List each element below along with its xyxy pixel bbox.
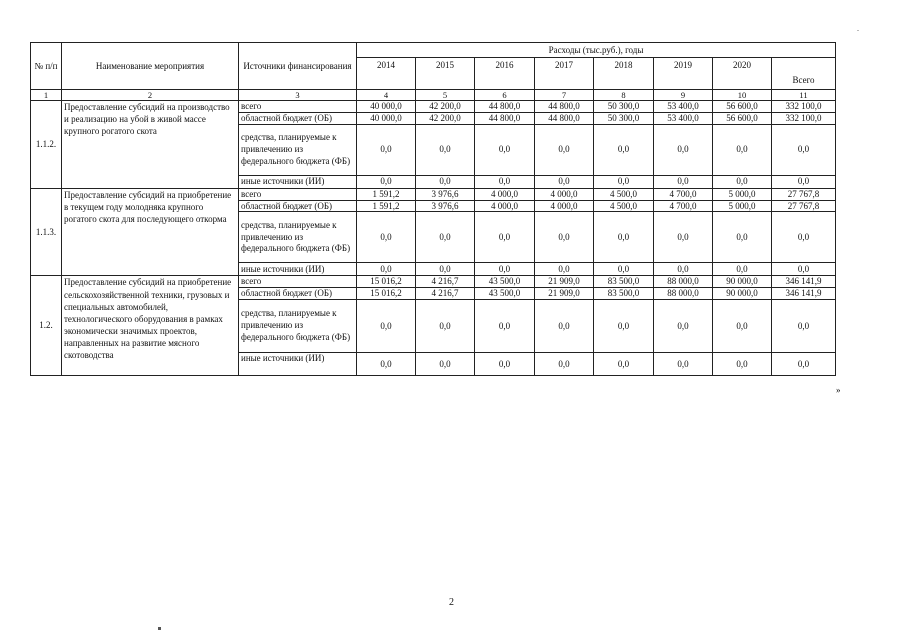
col-index: 9 xyxy=(654,90,713,101)
value-cell: 4 500,0 xyxy=(594,188,654,200)
source-label: областной бюджет (ОБ) xyxy=(239,112,357,124)
total-cell: 332 100,0 xyxy=(772,112,836,124)
header-expenses: Расходы (тыс.руб.), годы xyxy=(357,43,836,58)
table-row xyxy=(31,276,836,288)
value-cell: 40 000,0 xyxy=(357,101,416,113)
col-index: 11 xyxy=(772,90,836,101)
col-index: 8 xyxy=(594,90,654,101)
value-cell: 15 016,2 xyxy=(357,288,416,300)
value-cell: 0,0 xyxy=(416,175,475,188)
value-cell: 21 909,0 xyxy=(535,288,594,300)
measure-name: Предоставление субсидий на производство и реализацию на убой в живой массе крупного рогатого скота xyxy=(62,101,239,189)
value-cell: 0,0 xyxy=(357,299,416,352)
source-label: областной бюджет (ОБ) xyxy=(239,288,357,300)
value-cell: 83 500,0 xyxy=(594,288,654,300)
value-cell: 4 000,0 xyxy=(475,200,535,212)
value-cell: 0,0 xyxy=(713,212,772,263)
value-cell: 1 591,2 xyxy=(357,188,416,200)
value-cell: 5 000,0 xyxy=(713,188,772,200)
value-cell: 0,0 xyxy=(654,124,713,175)
col-index: 1 xyxy=(31,90,62,101)
source-label: всего xyxy=(239,276,357,288)
value-cell: 0,0 xyxy=(654,212,713,263)
total-cell: 0,0 xyxy=(772,263,836,276)
source-label: иные источники (ИИ) xyxy=(239,352,357,375)
value-cell: 50 300,0 xyxy=(594,101,654,113)
value-cell: 44 800,0 xyxy=(475,112,535,124)
header-year-2016: 2016 xyxy=(475,58,535,90)
total-cell: 0,0 xyxy=(772,212,836,263)
value-cell: 4 216,7 xyxy=(416,276,475,288)
value-cell: 0,0 xyxy=(416,263,475,276)
value-cell: 44 800,0 xyxy=(475,101,535,113)
value-cell: 21 909,0 xyxy=(535,276,594,288)
measure-name: Предоставление субсидий на приобретение сельскохозяйственной техники, грузовых и специальных автомобилей, технологического оборудования в рамках экономически значимых проектов, направленных на развитие мясного скотоводства xyxy=(62,276,239,376)
section-number: 1.2. xyxy=(31,276,62,376)
source-label: средства, планируемые к привлечению из федерального бюджета (ФБ) xyxy=(239,212,357,263)
value-cell: 42 200,0 xyxy=(416,101,475,113)
value-cell: 0,0 xyxy=(535,175,594,188)
value-cell: 4 000,0 xyxy=(535,200,594,212)
value-cell: 0,0 xyxy=(357,352,416,375)
value-cell: 43 500,0 xyxy=(475,288,535,300)
header-name: Наименование мероприятия xyxy=(62,43,239,90)
col-index: 5 xyxy=(416,90,475,101)
value-cell: 4 000,0 xyxy=(535,188,594,200)
header-year-2018: 2018 xyxy=(594,58,654,90)
header-total: Всего xyxy=(772,58,836,90)
value-cell: 0,0 xyxy=(713,299,772,352)
total-cell: 0,0 xyxy=(772,299,836,352)
header-year-2019: 2019 xyxy=(654,58,713,90)
col-index: 3 xyxy=(239,90,357,101)
header-year-2017: 2017 xyxy=(535,58,594,90)
total-cell: 346 141,9 xyxy=(772,288,836,300)
total-cell: 0,0 xyxy=(772,175,836,188)
value-cell: 0,0 xyxy=(594,299,654,352)
value-cell: 0,0 xyxy=(535,124,594,175)
source-label: всего xyxy=(239,188,357,200)
value-cell: 0,0 xyxy=(654,263,713,276)
header-year-2014: 2014 xyxy=(357,58,416,90)
value-cell: 0,0 xyxy=(594,352,654,375)
value-cell: 0,0 xyxy=(475,212,535,263)
header-year-2015: 2015 xyxy=(416,58,475,90)
column-index-row xyxy=(31,90,836,101)
closing-quote-mark: » xyxy=(836,385,841,395)
value-cell: 4 500,0 xyxy=(594,200,654,212)
value-cell: 0,0 xyxy=(416,124,475,175)
section-number: 1.1.3. xyxy=(31,188,62,276)
col-index: 2 xyxy=(62,90,239,101)
value-cell: 4 700,0 xyxy=(654,188,713,200)
col-index: 6 xyxy=(475,90,535,101)
value-cell: 40 000,0 xyxy=(357,112,416,124)
col-index: 4 xyxy=(357,90,416,101)
value-cell: 0,0 xyxy=(535,263,594,276)
value-cell: 0,0 xyxy=(654,352,713,375)
value-cell: 5 000,0 xyxy=(713,200,772,212)
value-cell: 0,0 xyxy=(654,299,713,352)
value-cell: 15 016,2 xyxy=(357,276,416,288)
source-label: всего xyxy=(239,101,357,113)
value-cell: 1 591,2 xyxy=(357,200,416,212)
value-cell: 0,0 xyxy=(416,212,475,263)
value-cell: 0,0 xyxy=(357,263,416,276)
value-cell: 90 000,0 xyxy=(713,288,772,300)
value-cell: 0,0 xyxy=(594,124,654,175)
value-cell: 0,0 xyxy=(475,263,535,276)
value-cell: 0,0 xyxy=(416,352,475,375)
total-cell: 0,0 xyxy=(772,124,836,175)
value-cell: 0,0 xyxy=(594,263,654,276)
value-cell: 3 976,6 xyxy=(416,188,475,200)
value-cell: 0,0 xyxy=(357,212,416,263)
col-index: 10 xyxy=(713,90,772,101)
header-source: Источники финансирования xyxy=(239,43,357,90)
value-cell: 43 500,0 xyxy=(475,276,535,288)
total-cell: 27 767,8 xyxy=(772,200,836,212)
value-cell: 0,0 xyxy=(713,352,772,375)
page-number: 2 xyxy=(449,597,454,608)
value-cell: 4 700,0 xyxy=(654,200,713,212)
value-cell: 44 800,0 xyxy=(535,101,594,113)
value-cell: 0,0 xyxy=(475,175,535,188)
value-cell: 4 216,7 xyxy=(416,288,475,300)
value-cell: 56 600,0 xyxy=(713,101,772,113)
total-cell: 332 100,0 xyxy=(772,101,836,113)
value-cell: 53 400,0 xyxy=(654,112,713,124)
source-label: средства, планируемые к привлечению из федерального бюджета (ФБ) xyxy=(239,299,357,352)
source-label: областной бюджет (ОБ) xyxy=(239,200,357,212)
value-cell: 0,0 xyxy=(535,212,594,263)
value-cell: 0,0 xyxy=(594,212,654,263)
value-cell: 0,0 xyxy=(357,175,416,188)
value-cell: 0,0 xyxy=(713,124,772,175)
source-label: иные источники (ИИ) xyxy=(239,175,357,188)
budget-table xyxy=(30,42,836,376)
value-cell: 3 976,6 xyxy=(416,200,475,212)
header-row-top xyxy=(31,43,836,58)
source-label: средства, планируемые к привлечению из федерального бюджета (ФБ) xyxy=(239,124,357,175)
total-cell: 27 767,8 xyxy=(772,188,836,200)
value-cell: 0,0 xyxy=(713,175,772,188)
measure-name: Предоставление субсидий на приобретение в текущем году молодняка крупного рогатого скота для последующего откорма xyxy=(62,188,239,276)
value-cell: 0,0 xyxy=(535,299,594,352)
scan-speck xyxy=(158,627,161,630)
value-cell: 53 400,0 xyxy=(654,101,713,113)
scan-speck xyxy=(857,30,859,31)
value-cell: 50 300,0 xyxy=(594,112,654,124)
value-cell: 0,0 xyxy=(654,175,713,188)
value-cell: 0,0 xyxy=(475,352,535,375)
source-label: иные источники (ИИ) xyxy=(239,263,357,276)
section-number: 1.1.2. xyxy=(31,101,62,189)
value-cell: 0,0 xyxy=(594,175,654,188)
value-cell: 88 000,0 xyxy=(654,288,713,300)
value-cell: 0,0 xyxy=(475,299,535,352)
total-cell: 0,0 xyxy=(772,352,836,375)
value-cell: 0,0 xyxy=(357,124,416,175)
value-cell: 0,0 xyxy=(713,263,772,276)
value-cell: 0,0 xyxy=(475,124,535,175)
value-cell: 4 000,0 xyxy=(475,188,535,200)
total-cell: 346 141,9 xyxy=(772,276,836,288)
value-cell: 83 500,0 xyxy=(594,276,654,288)
table-row xyxy=(31,101,836,113)
value-cell: 44 800,0 xyxy=(535,112,594,124)
value-cell: 0,0 xyxy=(535,352,594,375)
header-num: № п/п xyxy=(31,43,62,90)
value-cell: 0,0 xyxy=(416,299,475,352)
value-cell: 88 000,0 xyxy=(654,276,713,288)
value-cell: 42 200,0 xyxy=(416,112,475,124)
col-index: 7 xyxy=(535,90,594,101)
header-year-2020: 2020 xyxy=(713,58,772,90)
table-row xyxy=(31,188,836,200)
value-cell: 90 000,0 xyxy=(713,276,772,288)
value-cell: 56 600,0 xyxy=(713,112,772,124)
